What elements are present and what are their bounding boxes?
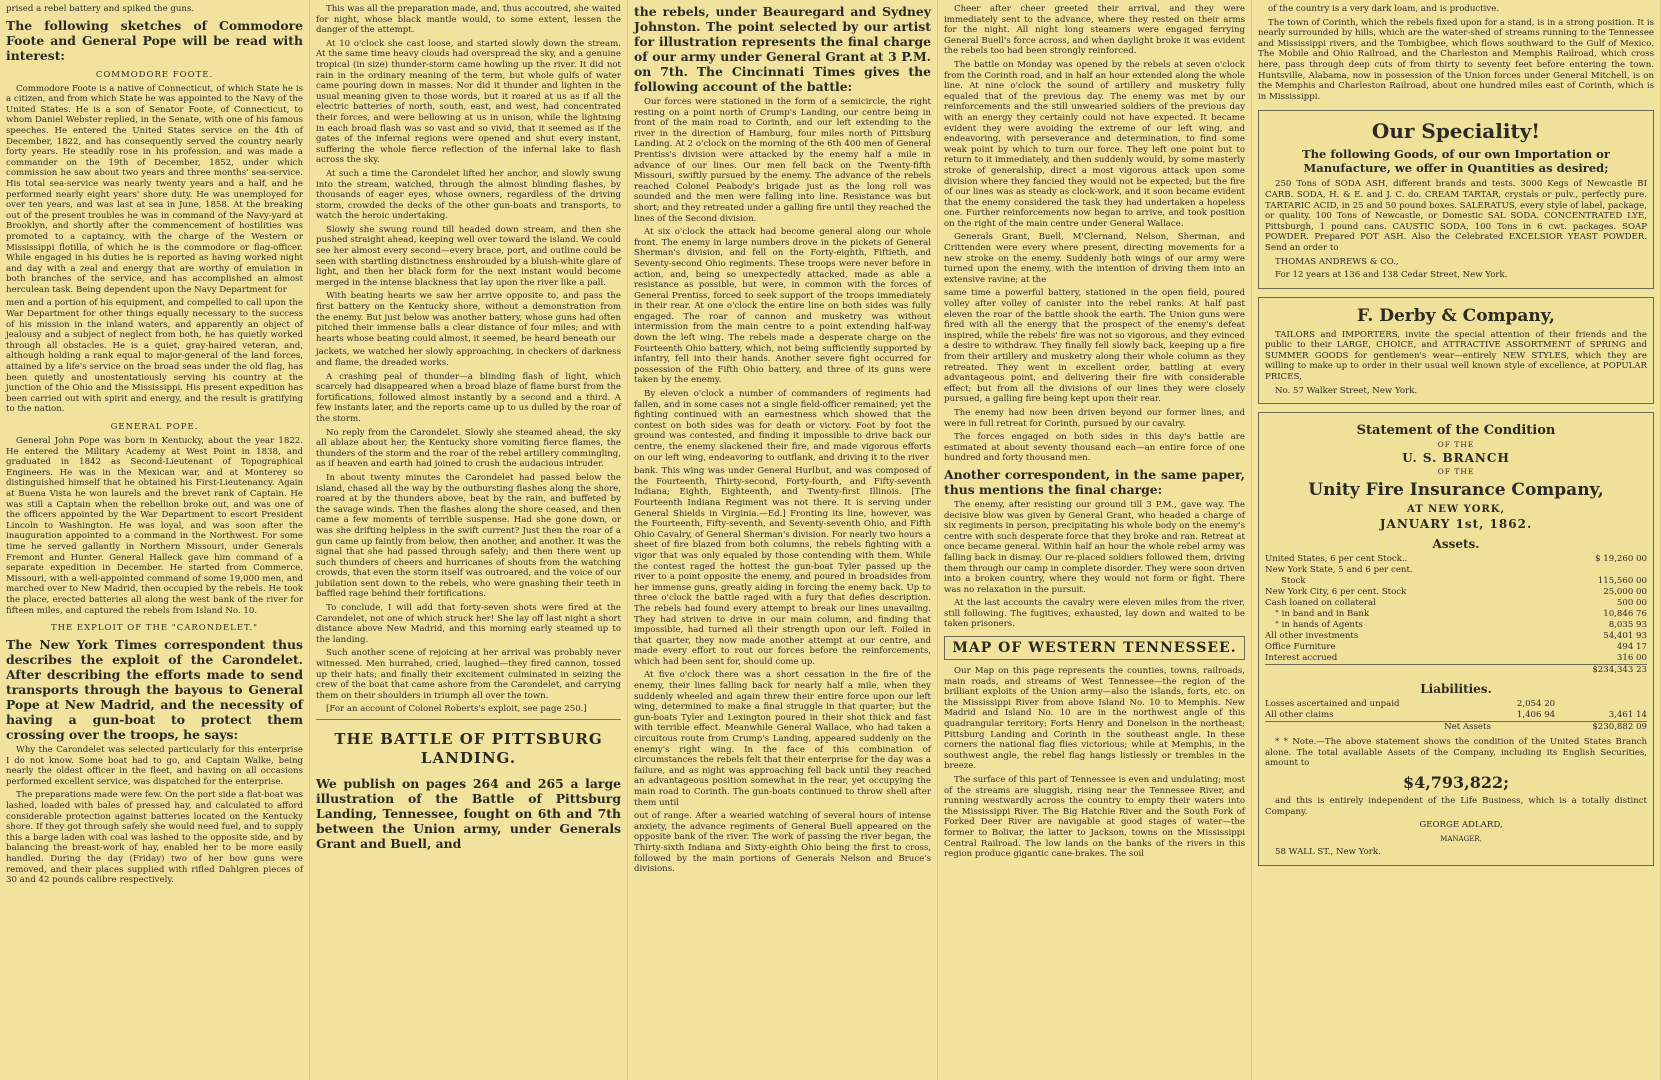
paragraph: Our Map on this page represents the counties, towns, railroads, main roads, and streams of West Tennessee—the region of the brilliant exploits of the Union army—also the islands, forts, etc. on the Mississippi River from above Island No. 10 to Memphis. New Madrid and Island No. 10 are in the northwest angle of this quadrangular territory; Forts Henry and Donelson in the northeast; Pittsburg Landing and Corinth in the southeast angle. In these corners the national flag flies victorious; while at Memphis, in the southwest angle, the rebel flag hangs listlessly or trembles in the breeze. <box>944 666 1245 772</box>
table-row <box>1265 576 1647 587</box>
row-amount: 54,401 93 <box>1603 631 1647 642</box>
row-label: United States, 6 per cent Stock.. <box>1265 554 1408 565</box>
lead-paragraph: We publish on pages 264 and 265 a large illustration of the Battle of Pittsburg Landing, Tennessee, fought on 6th and 7th between the Union army, under Generals Grant and Buell, and <box>316 776 621 851</box>
column-4 <box>938 0 1252 1080</box>
paragraph: General John Pope was born in Kentucky, about the year 1822. He entered the Military Academy at West Point in 1838, and graduated in 1842 as Second-Lieutenant of Topographical Engineers. He was in the Mexican war, and at Monterey so distinguished himself that he obtained his First-Lieutenancy. Again at Buena Vista he won laurels and the brevet rank of Captain. He was still a Captain when the rebellion broke out, and was one of the officers appointed by the War Department to escort President Lincoln to Washington. He was loyal, and was soon after the inauguration appointed to a command in the Northwest. For some time he served gallantly in Northern Missouri, under Generals Fremont and Hunter. General Halleck gave him command of a separate expedition in December. He started from Commerce, Missouri, with a well-appointed command of some 19,000 men, and marched over to New Madrid, then occupied by the rebels. He took the place, erected batteries all along the west bank of the river for fifteen miles, and captured the rebels from Island No. 10. <box>6 436 303 616</box>
paragraph: out of range. After a wearied watching of several hours of intense anxiety, the advance regiments of General Buell appeared on the opposite bank of the river. The work of passing the river began, the Thirty-sixth Indiana and Sixty-eighth Ohio being the first to cross, followed by the main portions of Generals Nelson and Bruce's divisions. <box>634 811 931 875</box>
assets-total: $234,343 23 <box>1544 665 1647 677</box>
paragraph: At such a time the Carondelet lifted her anchor, and slowly swung into the stream, watched, through the almost blinding flashes, by thousands of eager eyes, whose owners, regardless of the driving storm, crowded the decks of the other gun-boats and transports, to watch the heroic undertaking. <box>316 168 621 222</box>
row-amount: 1,406 94 <box>1516 710 1556 721</box>
row-amount: 10,846 76 <box>1603 609 1647 620</box>
statement-location: AT NEW YORK, <box>1407 504 1505 516</box>
ad-body: 250 Tons of SODA ASH, different brands and tests. 3000 Kegs of Newcastle BI CARB. SODA, H. & E. and J. C. do. CREAM TARTAR, crystals or pulv., perfectly pure. TARTARIC ACID, in 25 and 50 pound boxes. SALERATUS, every style of label, package, or quality. 100 Tons of Newcastle, or Domestic SAL SODA. CONCENTRATED LYE, Pittsburgh, 1 pound cans. CAUSTIC SODA, 100 Tons in 6 cwt. packages. SOAP POWDER. Prepared POT ASH. Also the Celebrated EXCELSIOR YEAST POWDER. Send an order to <box>1265 179 1647 253</box>
table-row <box>1265 642 1647 653</box>
row-label: " in band and in Bank <box>1275 609 1370 620</box>
paragraph: Such another scene of rejoicing at her arrival was probably never witnessed. Men hurrahed, cried, laughed—they fired cannon, tossed up their hats; and finally their excitement culminated in seizing the crew of the boat that came ashore from the Carondelet, and carrying them on their shoulders in triumph all over the town. <box>316 648 621 701</box>
ad-subtitle: The following Goods, of our own Importation or Manufacture, we offer in Quantities as desired; <box>1302 147 1610 176</box>
row-label: Cash loaned on collateral <box>1265 598 1376 609</box>
ad-signature: THOMAS ANDREWS & CO., <box>1275 256 1399 267</box>
liabilities-total: 3,461 14 <box>1608 710 1647 721</box>
paragraph: Our forces were stationed in the form of a semicircle, the right resting on a point north of Crump's Landing, our centre being in front of the main road to Corinth, and our left extending to the river in the direction of Hamburg, four miles north of Pittsburg Landing. At 2 o'clock on the morning of the 6th 400 men of General Prentiss's division were attacked by the enemy half a mile in advance of our lines. Our men fell back on the Twenty-fifth Missouri, swiftly pursued by the enemy. The advance of the rebels reached Colonel Peabody's brigade just as the long roll was sounded and the men were falling into line. Resistance was but short; and they retreated under a galling fire until they reached the lines of the Second division. <box>634 97 931 224</box>
paragraph: The town of Corinth, which the rebels fixed upon for a stand, is in a strong position. It is nearly surrounded by hills, which are the water-shed of streams running to the Tennessee and Mississippi rivers, and the Tombigbee, which flows southward to the Gulf of Mexico. The Mobile and Ohio Railroad, and the Charleston and Memphis Railroad, which cross here, pass through deep cuts of from thirty to seventy feet before entering the town. Huntsville, Alabama, now in possession of the Union forces under General Mitchell, is on the Memphis and Charleston Railroad, about one hundred miles east of Corinth, which is in Mississippi. <box>1258 17 1654 102</box>
row-label: Stock <box>1281 576 1306 587</box>
row-amount: $ 19,260 00 <box>1595 554 1647 565</box>
paragraph: same time a powerful battery, stationed in the open field, poured volley after volley of canister into the rebel ranks. At half past eleven the roar of the battle shook the earth. The Union guns were fired with all the energy that the prospect of the enemy's defeat inspired, while the rebels' fire was not so vigorous, and they evinced a desire to withdraw. They finally fell slowly back, keeping up a fire from their artillery and musketry along their whole column as they retreated. They went in excellent order, battling at every advantageous point, and delivering their fire with considerable effect; but from all the divisions of our lines they were closely pursued, a galling fire being kept upon their rear. <box>944 288 1245 405</box>
table-row <box>1265 653 1647 665</box>
heading-general-pope: GENERAL POPE. <box>110 422 199 432</box>
paragraph: By eleven o'clock a number of commanders of regiments had fallen, and in some cases not a single field-officer remained; yet the fighting continued with an earnestness which showed that the contest on both sides was for death or victory. Foot by foot the ground was contested, and finding it impossible to drive back our centre, the enemy slackened their fire, and made vigorous efforts on our left wing, endeavoring to outflank, and driving it to the river <box>634 389 931 463</box>
row-amount: 115,560 00 <box>1597 576 1647 587</box>
row-amount: 2,054 20 <box>1516 699 1556 710</box>
row-label: Office Furniture <box>1265 642 1336 653</box>
row-amount: 500 00 <box>1616 598 1647 609</box>
statement-note: and this is entirely independent of the Life Business, which is a totally distinct Company. <box>1265 796 1647 817</box>
paragraph: The enemy, after resisting our ground till 3 P.M., gave way. The decisive blow was given by General Grant, who headed a charge of six regiments in person, precipitating his whole body on the enemy's centre with such desperate force that they broke and ran. Retreat at once became general. Within half an hour the whole rebel army was falling back in dismay. Our re-placed soldiers followed them, driving them through our camp in complete disorder. They were soon driven into a broken country, where they would not form or fight. There was no relaxation in the pursuit. <box>944 499 1245 595</box>
net-assets-amount: $230,882 09 <box>1555 722 1647 734</box>
paragraph: The enemy had now been driven beyond our former lines, and were in full retreat for Corinth, pursued by our cavalry. <box>944 407 1245 429</box>
heading-map-of-western-tennessee: MAP OF WESTERN TENNESSEE. <box>944 636 1245 660</box>
paragraph: No reply from the Carondelet. Slowly she steamed ahead, the sky all ablaze about her, the Kentucky shore vomiting fierce flames, the thunders of the storm and the roar of the rebel artillery commingling, as if heaven and earth had joined to crush the audacious intruder. <box>316 427 621 470</box>
assets-total-row <box>1265 665 1647 677</box>
column-1 <box>0 0 310 1080</box>
paragraph: Slowly she swung round till headed down stream, and then she pushed straight ahead, keeping well over toward the island. We could see her almost every second—every brace, port, and outline could be seen with startling distinctness enshrouded by a bluish-white glare of light, and then her black form for the next instant would become merged in the intense blackness that lay upon the river like a pall. <box>316 224 621 288</box>
statement-branch: U. S. BRANCH <box>1402 451 1510 466</box>
lead-paragraph: Another correspondent, in the same paper, thus mentions the final charge: <box>944 466 1245 497</box>
row-amount: 494 17 <box>1616 642 1647 653</box>
liabilities-heading: Liabilities. <box>1420 682 1492 697</box>
assets-heading: Assets. <box>1432 537 1480 552</box>
advertisement-f-derby <box>1258 297 1654 405</box>
heading-commodore-foote: COMMODORE FOOTE. <box>95 69 214 80</box>
row-label: " in hands of Agents <box>1275 620 1363 631</box>
intro-paragraph: The following sketches of Commodore Foote and General Pope will be read with interest: <box>6 17 303 63</box>
table-row <box>1265 565 1647 576</box>
paragraph: The forces engaged on both sides in this day's battle are estimated at about seventy thousand each—an entire force of one hundred and forty thousand men. <box>944 432 1245 464</box>
statement-date: JANUARY 1st, 1862. <box>1379 517 1533 532</box>
table-row <box>1265 598 1647 609</box>
table-row <box>1265 609 1647 620</box>
paragraph: The surface of this part of Tennessee is even and undulating; most of the streams are sluggish, rising near the Tennessee River, and running westwardly across the country to empty their waters into the Mississippi River. The Big Hatchie River and the South Fork of Forked Deer River are navigable at good stages of water—the former to Bolivar, the latter to Jackson, towns on the Mississippi Central Railroad. The low lands on the banks of the rivers in this region produce gigantic cane-brakes. The soil <box>944 775 1245 860</box>
lead-paragraph: the rebels, under Beauregard and Sydney Johnston. The point selected by our artist for illustration represents the final charge of our army under General Grant at 3 P.M. on 7th. The Cincinnati Times gives the following account of the battle: <box>634 4 931 94</box>
statement-note: * * Note.—The above statement shows the condition of the United States Branch alone. The total available Assets of the Company, including its English Securities, amount to <box>1265 737 1647 769</box>
row-amount: 25,000 00 <box>1603 587 1647 598</box>
row-label <box>1265 665 1544 677</box>
paragraph: of the country is a very dark loam, and is productive. <box>1268 4 1500 14</box>
row-label: Losses ascertained and unpaid <box>1265 699 1400 710</box>
heading-battle-pittsburg-landing: THE BATTLE OF PITTSBURG LANDING. <box>334 730 603 767</box>
paragraph: [For an account of Colonel Roberts's exploit, see page 250.] <box>326 704 587 715</box>
row-amount <box>1555 699 1647 710</box>
row-amount <box>1544 565 1647 576</box>
paragraph: bank. This wing was under General Hurlbut, and was composed of the Fourteenth, Thirty-second, Forty-fourth, and Fifty-seventh Indiana; Eighth, Eighteenth, and Twenty-first Illinois. [The Fourteenth Indiana Regiment was not there. It is serving under General Shields in Virginia.—Ed.] Fronting its line, however, was the Fourteenth, Fifty-seventh, and Seventy-seventh Ohio, and Fifth Ohio Cavalry, of General Sherman's division. For nearly two hours a sheet of fire blazed from both columns, the rebels fighting with a vigor that was only equaled by those contending with them. While the contest raged the hottest the gun-boat Tyler passed up the river to a point opposite the enemy, and poured in broadsides from her immense guns, greatly aiding in forcing the enemy back. Up to three o'clock the battle raged with a fury that defies description. The rebels had found every attempt to break our lines unavailing. They had striven to drive in our main column, and finding that impossible, had turned all their strength upon our left. Foiled in that quarter, they now made another attempt at our centre, and made every effort to rout our forces before the reinforcements, which had been sent for, should come up. <box>634 466 931 667</box>
paragraph: Why the Carondelet was selected particularly for this enterprise I do not know. Some boat had to go, and Captain Walke, being nearly the oldest officer in the fleet, and having on all occasions performed excellent service, was dispatched for the enterprise. <box>6 745 303 787</box>
row-amount <box>1491 722 1555 734</box>
divider <box>316 719 621 720</box>
advertisement-our-speciality <box>1258 110 1654 288</box>
liabilities-table <box>1265 699 1647 733</box>
paragraph: At six o'clock the attack had become general along our whole front. The enemy in large numbers drove in the pickets of General Sherman's division, and fell on the Forty-eighth, Fiftieth, and Seventy-second Ohio regiments. These troops were never before in action, and, being so unexpectedly attacked, made as able a resistance as possible, but were, in common with the forces of General Prentiss, forced to seek support of the troops immediately in their rear. At one o'clock the entire line on both sides was fully engaged. The roar of cannon and musketry was without intermission from the main centre to a point extending half-way down the left wing. The rebels made a desperate charge on the Fourteenth Ohio battery, which, not being sufficiently supported by infantry, fell into their hands. Another severe fight occurred for possession of the Fifth Ohio battery, and three of its guns were taken by the enemy. <box>634 227 931 386</box>
paragraph: At 10 o'clock she cast loose, and started slowly down the stream. At the same time heavy clouds had overspread the sky, and a genuine tropical (in size) thunder-storm came howling up the river. It did not rain in the ordinary meaning of the term, but whole gulfs of water came pouring down in masses. Nor did it thunder and lighten in the usual meaning given to those words, but it roared at us as if all the electric batteries of north, south, east, and west, had concentrated their forces, and were bellowing at us in unison, while the lightning in each broad flash was so vast and so vivid, that it seemed as if the gates of the infernal regions were opened and shut every instant, suffering the whole fierce reflection of the infernal lake to flash across the sky. <box>316 38 621 166</box>
ad-title: Our Speciality! <box>1371 119 1541 144</box>
ad-address: For 12 years at 136 and 138 Cedar Street, New York. <box>1275 270 1508 281</box>
row-label: Net Assets <box>1265 722 1491 734</box>
assets-table <box>1265 554 1647 676</box>
paragraph: At the last accounts the cavalry were eleven miles from the river, still following. The fugitives, exhausted, lay down and waited to be taken prisoners. <box>944 598 1245 630</box>
ad-body: TAILORS and IMPORTERS, invite the special attention of their friends and the public to their LARGE, CHOICE, and ATTRACTIVE ASSORTMENT of SPRING and SUMMER GOODS for gentlemen's wear—entirely NEW STYLES, which they are willing to make up to order in their usual well known style of excellence, at POPULAR PRICES, <box>1265 329 1647 383</box>
paragraph: men and a portion of his equipment, and compelled to call upon the War Department for other things equally necessary to the success of his mission in the inland waters, and apparently an object of jealousy and a subject of neglect from both, he has quietly worked through all obstacles. He is a quiet, gray-haired veteran, and, although holding a rank equal to major-general of the land forces, attained by a life's service on the broad seas under the old flag, has been quietly and unostentatiously serving his country at the junction of the Ohio and the Mississippi. His present expedition has been carried out with spirit and energy, and the result is gratifying to the nation. <box>6 298 303 415</box>
paragraph: prised a rebel battery and spiked the guns. <box>6 4 195 14</box>
column-5 <box>1252 0 1661 1080</box>
row-label: Interest accrued <box>1265 653 1338 664</box>
statement-title: Statement of the Condition <box>1356 423 1556 439</box>
heading-carondelet-exploit: THE EXPLOIT OF THE "CARONDELET." <box>50 623 259 634</box>
row-label: New York City, 6 per cent. Stock <box>1265 587 1407 598</box>
table-row <box>1265 620 1647 631</box>
paragraph: The battle on Monday was opened by the rebels at seven o'clock from the Corinth road, and in half an hour extended along the whole line. At nine o'clock the sound of artillery and musketry fully equaled that of the previous day. The enemy was met by our reinforcements and the still unwearied soldiers of the previous day with an energy they certainly could not have expected. It became evident they were avoiding the extreme of our left wing, and endeavoring, with perseverance and determination, to find some weak point by which to turn our force. They left one point but to return to it immediately, and then suddenly would, by some masterly stroke of generalship, direct a most vigorous attack upon some division where they fancied they would not be expected; but the fire of our lines was as steady as clock-work, and it soon became evident that the enemy considered the task they had undertaken a hopeless one. Further reinforcements now began to arrive, and took position on the right of the main centre under General Wallace. <box>944 59 1245 229</box>
statement-of: OF THE <box>1437 440 1475 450</box>
column-2 <box>310 0 628 1080</box>
net-assets-row <box>1265 722 1647 734</box>
paragraph: jackets, we watched her slowly approaching, in checkers of darkness and flame, the dreaded works. <box>316 347 621 368</box>
table-row <box>1265 587 1647 598</box>
table-row <box>1265 631 1647 642</box>
row-amount: 8,035 93 <box>1608 620 1647 631</box>
row-label: New York State, 5 and 6 per cent. <box>1265 565 1413 576</box>
paragraph: This was all the preparation made, and, thus accoutred, she waited for night, whose black mantle would, to some extent, lessen the danger of the attempt. <box>316 4 621 36</box>
paragraph: Commodore Foote is a native of Connecticut, of which State he is a citizen, and from which State he was appointed to the Navy of the United States. He is a son of Senator Foote, of Connecticut, to whom Daniel Webster replied, in the Senate, with one of his famous speeches. He entered the United States service on the 4th of December, 1822, and has consequently served the country nearly forty years. He steadily rose in his profession, and was made a commander on the 19th of December, 1852, under which commission he saw about two years and three months' sea-service. His total sea-service was nearly twenty years and a half, and he performed nearly eight years' shore duty. He was unemployed for over ten years, and was last at sea in June, 1858. At the breaking out of the present troubles he was in command of the Navy-yard at Brooklyn, and shortly after the commencement of hostilities was promoted to a captaincy, with the charge of the Western or Mississippi flotilla, of which he is the commodore or flag-officer. While engaged in his duties he is reported as having worked night and day with a zeal and energy that are worthy of emulation in both branches of the service, and has accomplished an almost herculean task. Being dependent upon the Navy Department for <box>6 83 303 295</box>
statement-of: OF THE <box>1437 467 1475 477</box>
paragraph: A crashing peal of thunder—a blinding flash of light, which scarcely had disappeared when a broad blaze of flame burst from the fortifications, followed almost instantly by a second and a third. A few instants later, and the reports came up to us dulled by the roar of the storm. <box>316 371 621 424</box>
paragraph: With beating hearts we saw her arrive opposite to, and pass the first battery on the Kentucky shore, without a demonstration from the enemy. But just below was another battery, whose guns had often pitched their immense balls a clear distance of four miles; and with hearts whose beating could almost, it seemed, be heard beneath our <box>316 291 621 344</box>
table-row <box>1265 699 1647 710</box>
paragraph: The preparations made were few. On the port side a flat-boat was lashed, loaded with bales of pressed hay, and calculated to afford considerable protection against batteries located on the Kentucky shore. If they got through safely she would need fuel, and to supply this a barge laden with coal was lashed to the opposite side, and by balancing the breast-work of hay, enabled her to be more easily handled. During the day (Friday) two of her bow guns were removed, and their places supplied with rifled Dahlgren pieces of 30 and 42 pounds calibre respectively. <box>6 790 303 886</box>
table-row <box>1265 710 1647 722</box>
paragraph: In about twenty minutes the Carondelet had passed below the island, chased all the way by the outbursting flashes along the shore, roared at by the thunders above, beat by the rain, and buffeted by the savage winds. Then the flashes along the shore ceased, and then came a few moments of terrible suspense. Had she gone down, or was she drifting helpless in the swift current? Just then the roar of a gun came up faintly from below, then another, and another. It was the signal that she had passed through safely; and then there went up such thunders of cheers and hurricanes of shouts from the watching crowds, that even the storm itself was outroared, and the voice of our jubilation sent down to the rebels, who were gnashing their teeth in baffled rage behind their fortifications. <box>316 472 621 600</box>
signer-name: GEORGE ADLARD, <box>1419 820 1503 831</box>
signer-address: 58 WALL ST., New York. <box>1275 847 1381 858</box>
paragraph: Cheer after cheer greeted their arrival, and they were immediately sent to the advance, where they rested on their arms for the night. All night long steamers were engaged ferrying General Buell's force across, and when daylight broke it was evident the rebels too had been strongly reinforced. <box>944 4 1245 57</box>
column-3 <box>628 0 938 1080</box>
statement-company: Unity Fire Insurance Company, <box>1308 480 1604 501</box>
row-amount: 316 00 <box>1616 653 1647 664</box>
total-available-assets: $4,793,822; <box>1402 773 1510 793</box>
paragraph: To conclude, I will add that forty-seven shots were fired at the Carondelet, not one of which struck her! She lay off last night a short distance above New Madrid, and this morning early steamed up to the landing. <box>316 603 621 645</box>
paragraph: At five o'clock there was a short cessation in the fire of the enemy, their lines falling back for nearly half a mile, when they suddenly wheeled and again threw their entire force upon our left wing, determined to make a final struggle in that quarter; but the gun-boats Tyler and Lexington poured in their shot thick and fast with terrible effect. Meanwhile General Wallace, who had taken a circuitous route from Crump's Landing, appeared suddenly on the enemy's right wing. In the face of this combination of circumstances the rebels felt that their enterprise for the day was a failure, and as night was approaching fell back until they reached an advantageous position somewhat in the rear, yet occupying the main road to Corinth. The gun-boats continued to throw shell after them until <box>634 670 931 808</box>
table-row <box>1265 554 1647 565</box>
ad-address: No. 57 Walker Street, New York. <box>1275 385 1418 396</box>
row-label: All other claims <box>1265 710 1334 721</box>
lead-paragraph: The New York Times correspondent thus describes the exploit of the Carondelet. After describing the efforts made to send transports through the bayous to General Pope at New Madrid, and the necessity of having a gun-boat to protect them crossing over the troops, he says: <box>6 637 303 743</box>
insurance-statement <box>1258 412 1654 866</box>
ad-title: F. Derby & Company, <box>1357 305 1555 326</box>
paragraph: Generals Grant, Buell, M'Clernand, Nelson, Sherman, and Crittenden were every where present, directing movements for a new stroke on the enemy. Suddenly both wings of our army were turned upon the enemy, with the intention of driving them into an extensive ravine; at the <box>944 232 1245 285</box>
row-label: All other investments <box>1265 631 1359 642</box>
signer-title: MANAGER, <box>1440 834 1482 843</box>
